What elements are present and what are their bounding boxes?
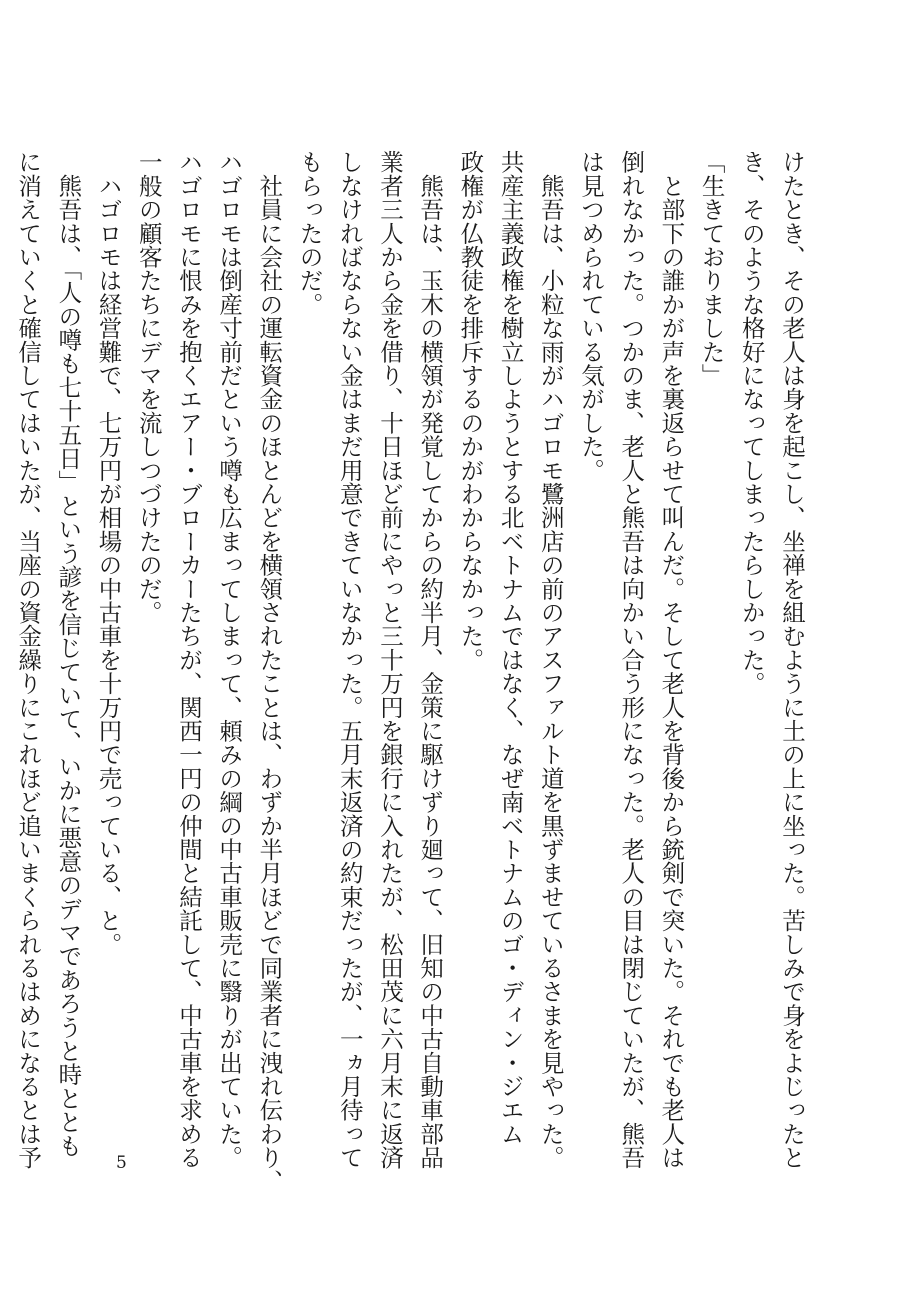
text-line: ハゴロモは経営難で、七万円が相場の中古車を十万円で売っている、と。 [94, 150, 123, 956]
text-line: 社員に会社の運転資金のほとんどを横領されたことは、わずか半月ほどで同業者に洩れ伝わり、 [255, 150, 284, 1193]
vertical-text-body [8, 150, 812, 1193]
text-line: に消えていくと確信してはいたが、当座の資金繰りにこれほど追いまくられるはめになるとは予 [14, 150, 43, 1170]
text-line: ハゴロモに恨みを抱くエアー・ブローカーたちが、関西一円の仲間と結託して、中古車を求める [174, 150, 203, 1170]
text-line: 熊吾は、玉木の横領が発覚してからの約半月、金策に駆けずり廻って、旧知の中古自動車部品 [416, 150, 445, 1170]
text-line: 「生きておりました」 [697, 150, 726, 387]
text-line: き、そのような格好になってしまったらしかった。 [737, 150, 766, 696]
text-line: 業者三人から金を借り、十日ほど前にやっと三十万円を銀行に入れたが、松田茂に六月末に返済 [375, 150, 404, 1170]
text-line: もらったのだ。 [295, 150, 324, 316]
text-line: 熊吾は、「人の噂も七十五日」という諺を信じていて、いかに悪意のデマであろうと時ととも [54, 150, 83, 1158]
text-line: 共産主義政権を樹立しようとする北ベトナムではなく、なぜ南ベトナムのゴ・ディン・ジエム [496, 150, 525, 1146]
text-line: と部下の誰かが声を裏返らせて叫んだ。そして老人を背後から銃剣で突いた。それでも老人は [657, 150, 686, 1170]
page-number: 5 [116, 1153, 127, 1173]
text-line: 熊吾は、小粒な雨がハゴロモ鷺洲店の前のアスファルト道を黒ずませているさまを見やった。 [536, 150, 565, 1170]
text-line: 倒れなかった。つかのま、老人と熊吾は向かい合う形になった。老人の目は閉じていたが、熊吾 [617, 150, 646, 1170]
text-line: けたとき、その老人は身を起こし、坐禅を組むように土の上に坐った。苦しみで身をよじったと [778, 150, 806, 1170]
text-line: しなければならない金はまだ用意できていなかった。五月末返済の約束だったが、一ヵ月待って [335, 150, 364, 1170]
text-line: ハゴロモは倒産寸前だという噂も広まってしまって、頼みの綱の中古車販売に翳りが出ていた。 [215, 150, 244, 1170]
text-line: 一般の顧客たちにデマを流しつづけたのだ。 [134, 150, 163, 624]
text-line: 政権が仏教徒を排斥するのかがわからなかった。 [456, 150, 485, 672]
text-line: は見つめられている気がした。 [576, 150, 605, 482]
